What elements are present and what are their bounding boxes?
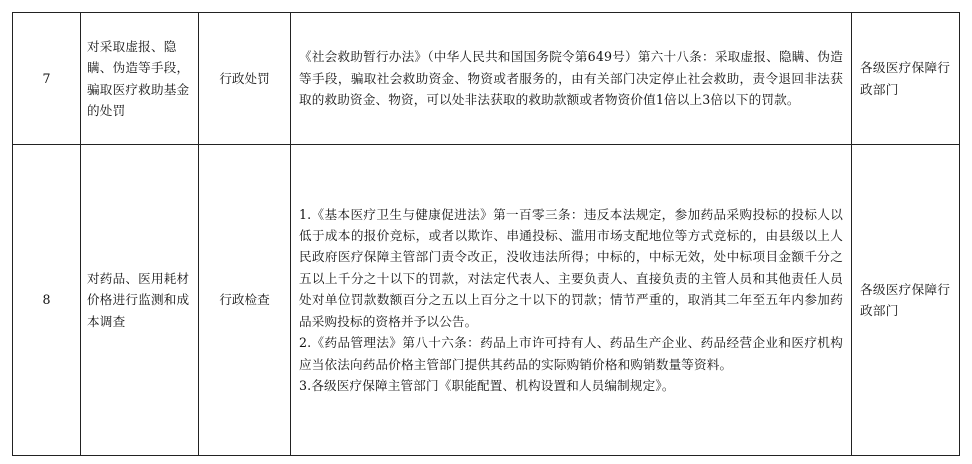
item-type: 行政检查 [199,145,291,456]
legal-basis-paragraph: 2.《药品管理法》第八十六条：药品上市许可持有人、药品生产企业、药品经营企业和医疗机构应当依法向药品价格主管部门提供其药品的实际购销价格和购销数量等资料。 [299,335,843,372]
item-type: 行政处罚 [199,13,291,145]
legal-basis-paragraph: 《社会救助暂行办法》（中华人民共和国国务院令第649号）第六十八条：采取虚报、隐瞒、伪造等手段，骗取社会救助资金、物资或者服务的，由有关部门决定停止社会救助，责令退回非法获取的救助资金、物资，可以处非法获取的救助款额或者物资价值1倍以上3倍以下的罚款。 [299,49,843,108]
responsible-department: 各级医疗保障行政部门 [852,145,960,456]
legal-basis [291,145,852,456]
table-row [13,13,960,145]
responsible-department: 各级医疗保障行政部门 [852,13,960,145]
legal-basis [291,13,852,145]
item-name: 对药品、医用耗材价格进行监测和成本调查 [81,145,199,456]
table-row [13,145,960,456]
item-name: 对采取虚报、隐瞒、伪造等手段，骗取医疗救助基金的处罚 [81,13,199,145]
legal-basis-paragraph: 3.各级医疗保障主管部门《职能配置、机构设置和人员编制规定》。 [299,377,675,393]
row-number: 8 [13,145,81,456]
authority-table [12,12,960,456]
row-number: 7 [13,13,81,145]
legal-basis-paragraph: 1.《基本医疗卫生与健康促进法》第一百零三条：违反本法规定，参加药品采购投标的投标人以低于成本的报价竞标，或者以欺诈、串通投标、滥用市场支配地位等方式竞标的，由县级以上人民政府医疗保障主管部门责令改正，没收违法所得；中标的，中标无效，处中标项目金额千分之五以上千分之十以下的罚款，对法定代表人、主要负责人、直接负责的主管人员和其他责任人员处对单位罚款数额百分之五以上百分之十以下的罚款；情节严重的，取消其二年至五年内参加药品采购投标的资格并予以公告。 [299,206,843,329]
